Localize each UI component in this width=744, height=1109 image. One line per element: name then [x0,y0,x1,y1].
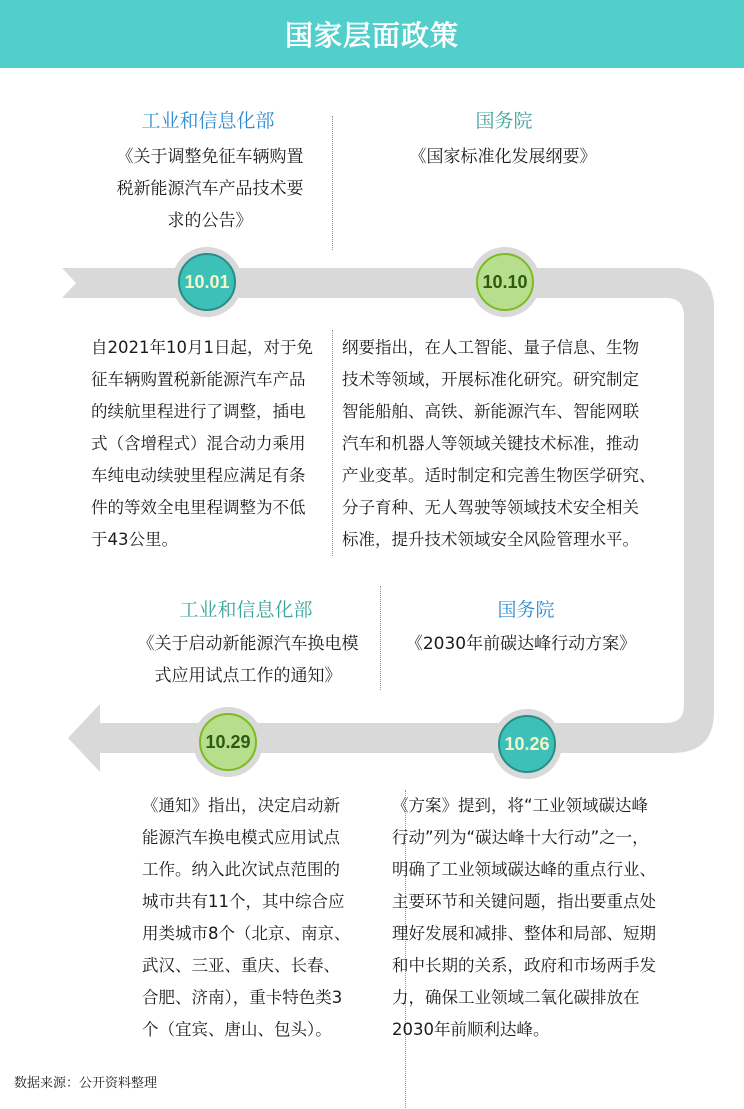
date-label: 10.01 [178,253,236,311]
divider-top-upper [332,116,333,250]
timeline-track-bottom [100,723,666,753]
policy-description: 《通知》指出，决定启动新 能源汽车换电模式应用试点 工作。纳入此次试点范围的 城市共有11个，其中综合应 用类城市8个（北京、南京、 武汉、三亚、重庆、长春、 合肥、济南），重卡特色类3 个（宜宾、唐山、包头）。 [142,796,351,1039]
org-label: 国务院 [475,110,533,132]
policy-description: 自2021年10月1日起，对于免 征车辆购置税新能源汽车产品 的续航里程进行了调整，插电 式（含增程式）混合动力乘用 车纯电动续驶里程应满足有条 件的等效全电里程调整为不低 于43公里。 [91,338,313,549]
policy-description: 纲要指出，在人工智能、量子信息、生物 技术等领域，开展标准化研究。研究制定 智能船舶、高铁、新能源汽车、智能网联 汽车和机器人等领域关键技术标准，推动 产业变革。适时制定和完善生物医学研究、 分子育种、无人驾驶等领域技术安全相关 标准，提升技术领域安全风险管理水平。 [342,338,656,549]
org-label: 工业和信息化部 [179,599,313,621]
date-label: 10.26 [498,715,556,773]
date-label: 10.29 [199,713,257,771]
org-label: 国务院 [497,599,555,621]
date-badge [492,709,562,779]
data-source-note: 数据来源：公开资料整理 [14,1076,158,1091]
page-title: 国家层面政策 [284,19,459,52]
policy-title: 《关于调整免征车辆购置 税新能源汽车产品技术要 求的公告》 [116,147,304,231]
arrow-left-icon [68,704,100,772]
timeline-track-top [62,268,714,310]
date-badge [470,247,540,317]
date-badge [193,707,263,777]
policy-description: 《方案》提到，将“工业领域碳达峰 行动”列为“碳达峰十大行动”之一， 明确了工业领域碳达峰的重点行业、 主要环节和关键问题，指出要重点处 理好发展和减排、整体和局部、短期 和中长期的关系，政府和市场两手发 力，确保工业领域二氧化碳排放在 2030年前顺利达峰。 [392,796,656,1039]
policy-title: 《国家标准化发展纲要》 [409,147,597,167]
divider-bottom-upper [380,586,381,690]
date-label: 10.10 [476,253,534,311]
org-label: 工业和信息化部 [141,110,275,132]
policy-title: 《关于启动新能源汽车换电模 式应用试点工作的通知》 [137,634,359,686]
divider-top-lower [332,330,333,556]
policy-title: 《2030年前碳达峰行动方案》 [405,634,637,654]
date-badge [172,247,242,317]
